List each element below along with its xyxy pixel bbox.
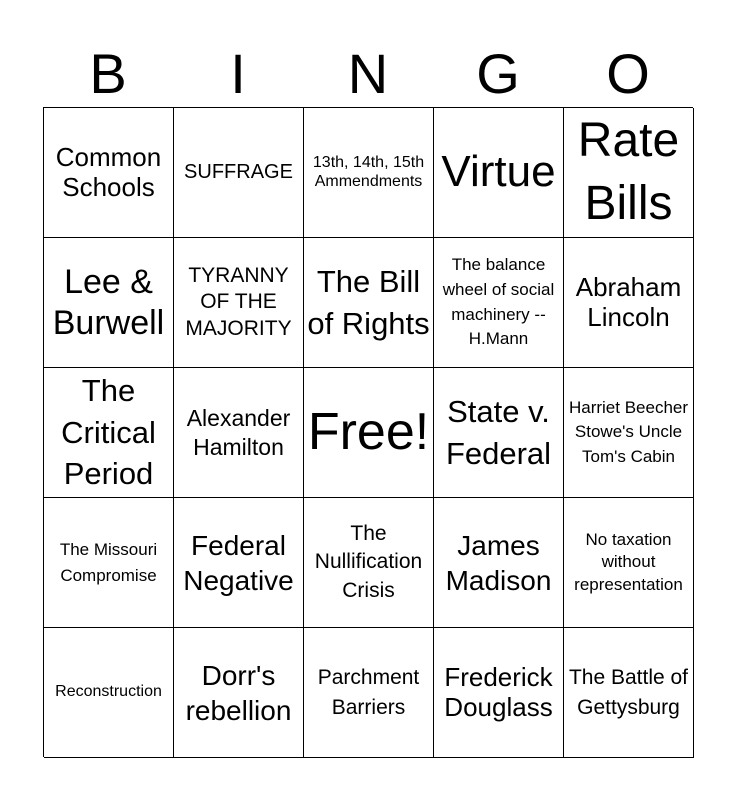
header-letter-g: G <box>476 42 520 105</box>
cell-text: Virtue <box>441 147 556 197</box>
bingo-cell-r5c3[interactable] <box>304 628 434 758</box>
cell-text: SUFFRAGE <box>184 161 293 183</box>
bingo-cell-r5c2[interactable] <box>174 628 304 758</box>
bingo-cell-r1c5[interactable] <box>564 108 694 238</box>
bingo-cell-r5c5[interactable] <box>564 628 694 758</box>
cell-text: Dorr's rebellion <box>185 659 292 726</box>
cell-text: No taxation without representation <box>574 530 683 594</box>
header-letter-o: O <box>606 42 650 105</box>
cell-text: Rate Bills <box>577 114 680 230</box>
cell-text: Lee & Burwell <box>52 262 165 342</box>
bingo-cell-r5c1[interactable] <box>44 628 174 758</box>
bingo-cell-r3c2[interactable] <box>174 368 304 498</box>
bingo-cell-r5c4[interactable] <box>434 628 564 758</box>
bingo-cell-r4c3[interactable] <box>304 498 434 628</box>
cell-text: TYRANNY OF THE MAJORITY <box>185 264 292 340</box>
bingo-cell-r2c3[interactable] <box>304 238 434 368</box>
cell-text: State v. Federal <box>445 393 552 471</box>
bingo-cell-r3c3[interactable] <box>304 368 434 498</box>
header-letter-b: B <box>89 42 127 105</box>
cell-text: Reconstruction <box>55 683 162 701</box>
cell-text: Free! <box>307 402 430 461</box>
bingo-header <box>43 40 693 108</box>
cell-text: Federal Negative <box>183 529 294 596</box>
cell-text: Frederick Douglass <box>444 661 553 722</box>
cell-text: Alexander Hamilton <box>186 404 291 460</box>
bingo-cell-r3c1[interactable] <box>44 368 174 498</box>
cell-text: Abraham Lincoln <box>575 271 682 332</box>
cell-text: The Missouri Compromise <box>59 540 158 585</box>
bingo-cell-r4c5[interactable] <box>564 498 694 628</box>
cell-text: The balance wheel of social machinery -- H.Mann <box>442 255 555 349</box>
cell-text: Common Schools <box>55 141 162 202</box>
bingo-cell-r2c1[interactable] <box>44 238 174 368</box>
bingo-cell-r1c2[interactable] <box>174 108 304 238</box>
bingo-cell-r4c4[interactable] <box>434 498 564 628</box>
bingo-cell-r1c4[interactable] <box>434 108 564 238</box>
bingo-cell-r2c5[interactable] <box>564 238 694 368</box>
bingo-cell-r2c2[interactable] <box>174 238 304 368</box>
bingo-cell-r3c5[interactable] <box>564 368 694 498</box>
header-letter-n: N <box>347 42 389 105</box>
bingo-cell-r4c2[interactable] <box>174 498 304 628</box>
cell-text: The Battle of Gettysburg <box>568 666 689 719</box>
cell-text: Harriet Beecher Stowe's Uncle Tom's Cabin <box>568 397 689 466</box>
cell-text: The Nullification Crisis <box>314 521 423 602</box>
bingo-cell-r3c4[interactable] <box>434 368 564 498</box>
bingo-cell-r1c1[interactable] <box>44 108 174 238</box>
bingo-cell-r1c3[interactable] <box>304 108 434 238</box>
cell-text: The Bill of Rights <box>307 263 430 341</box>
cell-text: Parchment Barriers <box>317 666 420 719</box>
cell-text: James Madison <box>445 529 552 596</box>
header-letter-i: I <box>230 42 246 105</box>
bingo-board <box>43 107 693 757</box>
bingo-cell-r2c4[interactable] <box>434 238 564 368</box>
cell-text: 13th, 14th, 15th Ammendments <box>312 154 425 190</box>
cell-text: The Critical Period <box>61 372 156 492</box>
bingo-cell-r4c1[interactable] <box>44 498 174 628</box>
